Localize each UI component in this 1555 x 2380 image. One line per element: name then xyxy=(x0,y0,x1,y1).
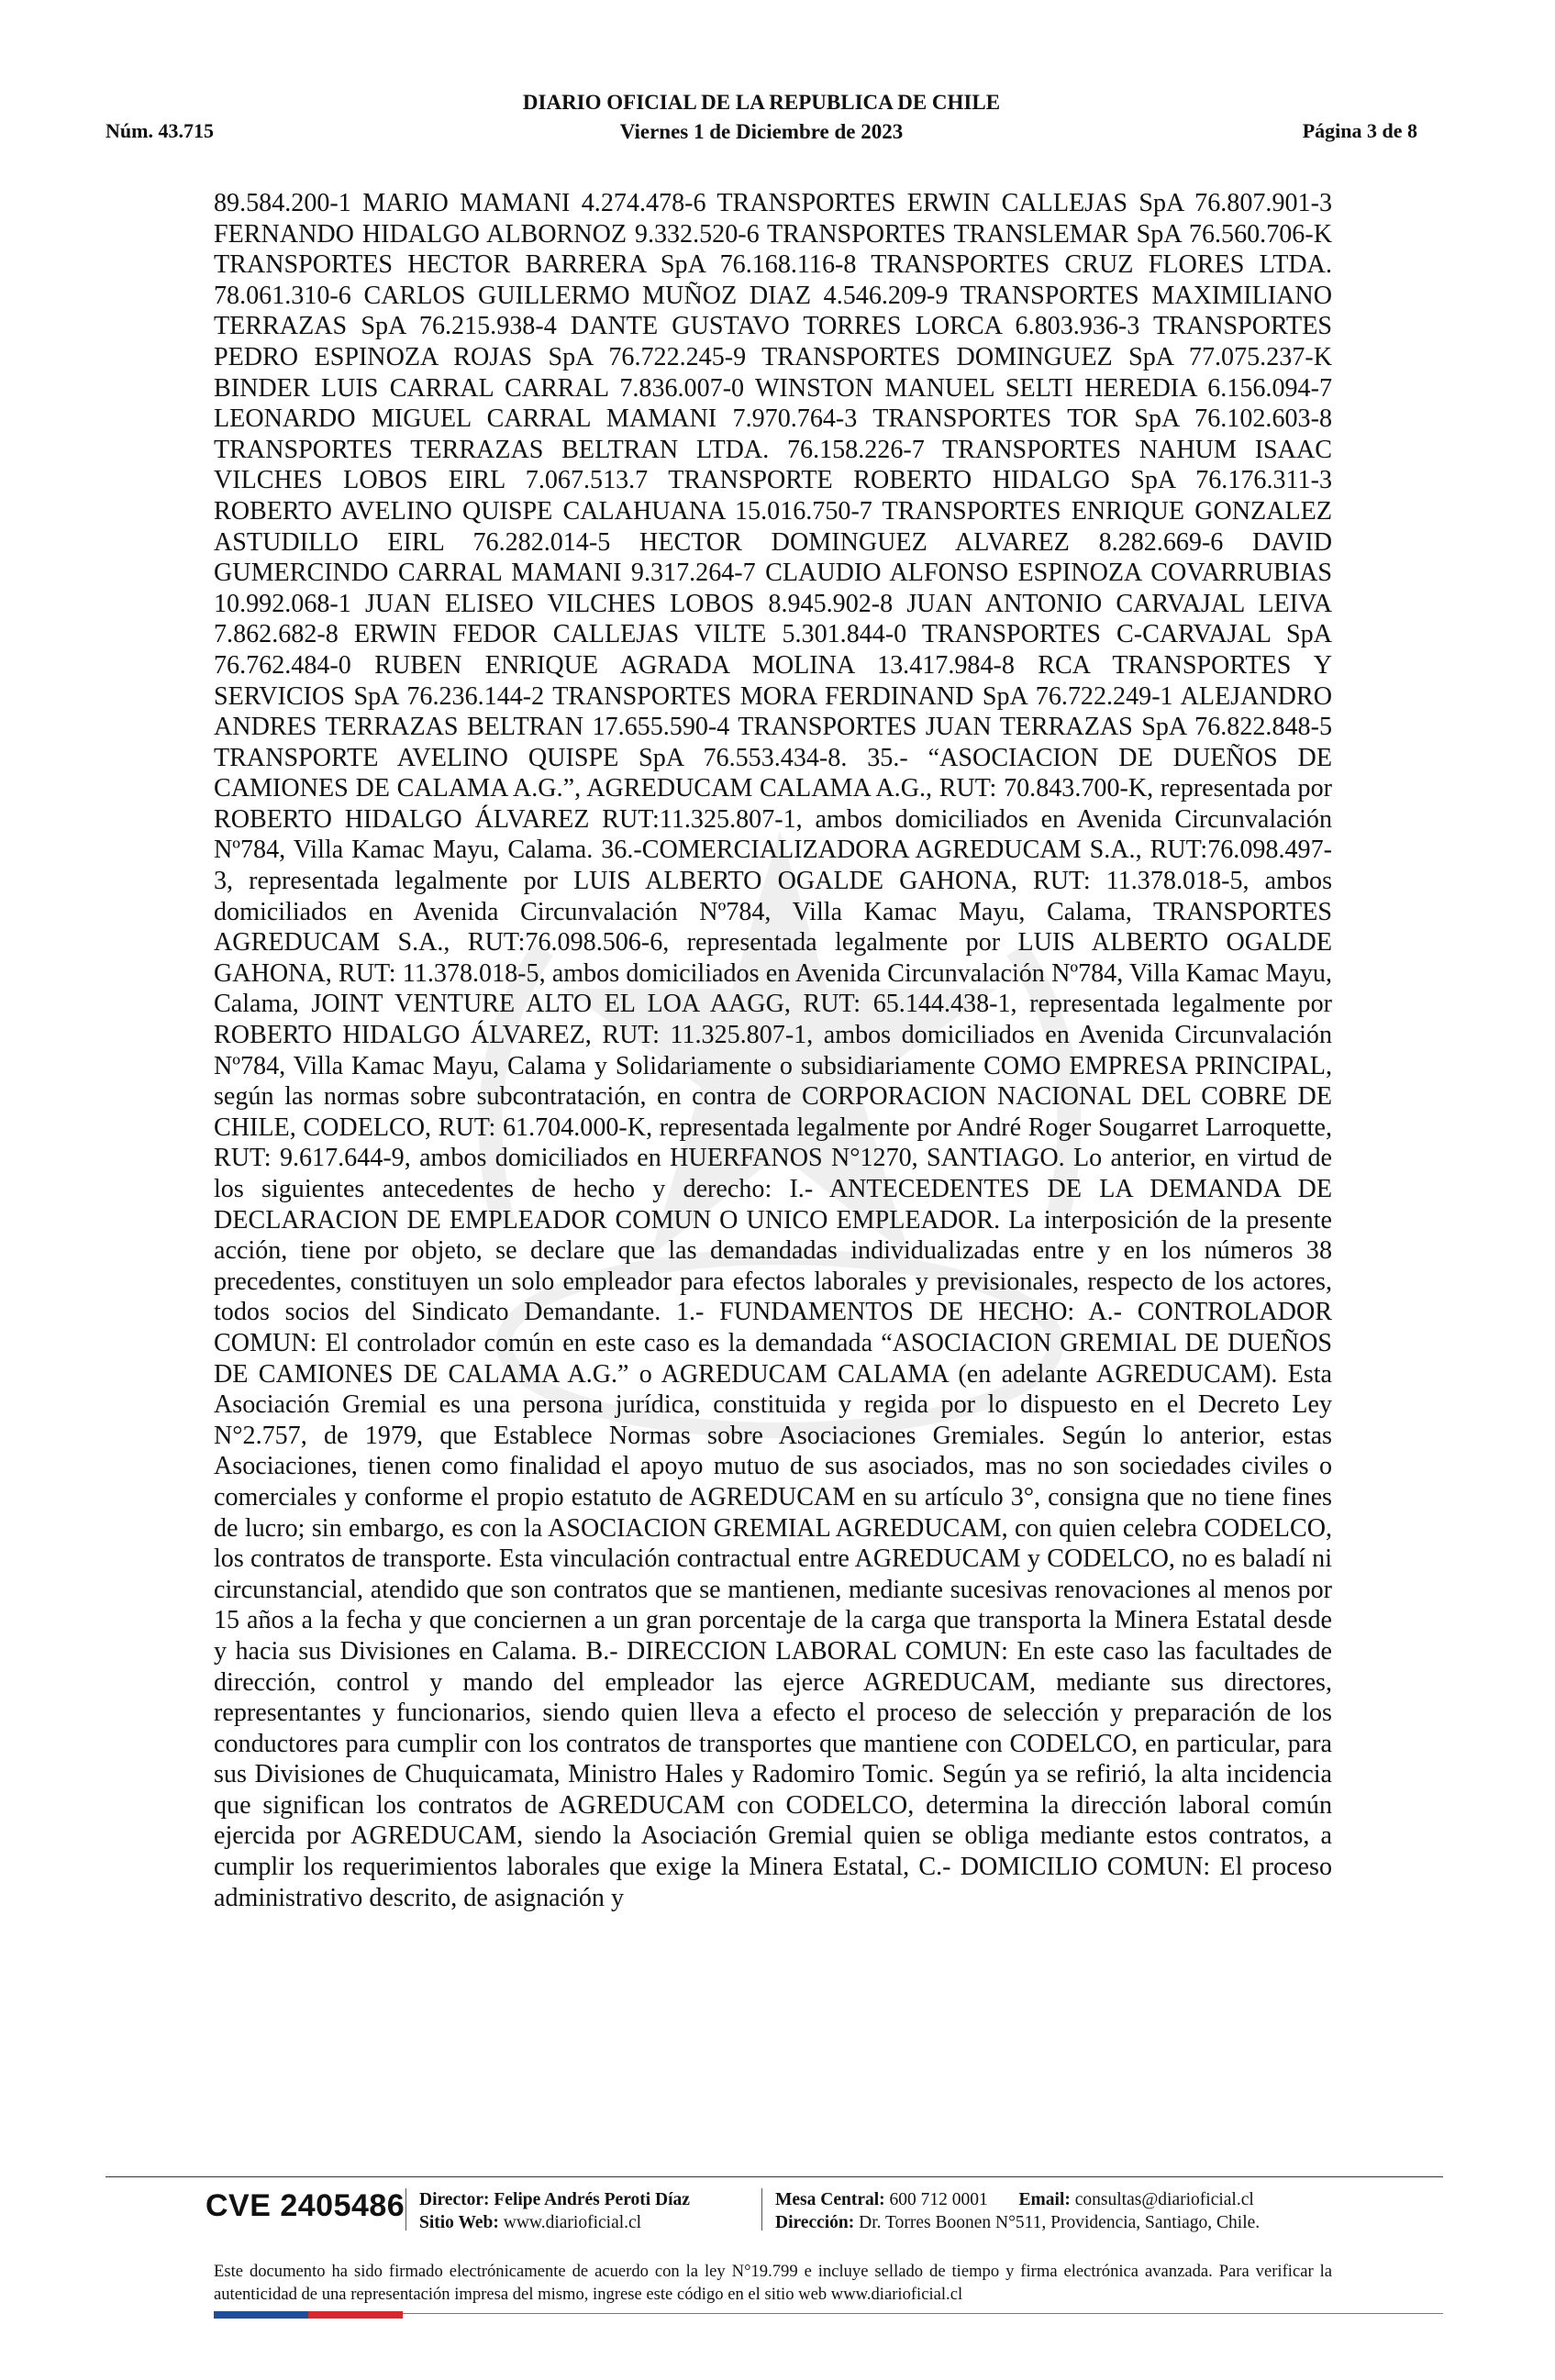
page-number: Página 3 de 8 xyxy=(1302,119,1417,142)
page-header xyxy=(106,88,1417,152)
publication-date: Viernes 1 de Diciembre de 2023 xyxy=(619,120,904,143)
address-line xyxy=(775,2211,1260,2234)
director-label: Director: xyxy=(419,2190,490,2209)
website-line xyxy=(419,2211,690,2234)
cve-code: CVE 2405486 xyxy=(205,2188,405,2223)
email-link[interactable]: consultas@diarioficial.cl xyxy=(1074,2190,1254,2209)
footer-separator xyxy=(405,2188,406,2231)
director-name: Felipe Andrés Peroti Díaz xyxy=(494,2190,690,2209)
footer-contact-block xyxy=(775,2188,1260,2234)
director-line xyxy=(419,2188,690,2211)
body-text: 89.584.200-1 MARIO MAMANI 4.274.478-6 TRANSPORTES ERWIN CALLEJAS SpA 76.807.901-3 FERNANDO HIDALGO ALBORNOZ 9.332.520-6 TRANSPORTES TRANSLEMAR SpA 76.560.706-K TRANSPORTES HECTOR BARRERA SpA 76.168.116-8 TRANSPORTES CRUZ FLORES LTDA. 78.061.310-6 CARLOS GUILLERMO MUÑOZ DIAZ 4.546.209-9 TRANSPORTES MAXIMILIANO TERRAZAS SpA 76.215.938-4 DANTE GUSTAVO TORRES LORCA 6.803.936-3 TRANSPORTES PEDRO ESPINOZA ROJAS SpA 76.722.245-9 TRANSPORTES DOMINGUEZ SpA 77.075.237-K BINDER LUIS CARRAL CARRAL 7.836.007-0 WINSTON MANUEL SELTI HEREDIA 6.156.094-7 LEONARDO MIGUEL CARRAL MAMANI 7.970.764-3 TRANSPORTES TOR SpA 76.102.603-8 TRANSPORTES TERRAZAS BELTRAN LTDA. 76.158.226-7 TRANSPORTES NAHUM ISAAC VILCHES LOBOS EIRL 7.067.513.7 TRANSPORTE ROBERTO HIDALGO SpA 76.176.311-3 ROBERTO AVELINO QUISPE CALAHUANA 15.016.750-7 TRANSPORTES ENRIQUE GONZALEZ ASTUDILLO EIRL 76.282.014-5 HECTOR DOMINGUEZ ALVAREZ 8.282.669-6 DAVID GUMERCINDO CARRAL MAMANI 9.317.264-7 CLAUDIO ALFONSO ESPINOZA COVARRUBIAS 10.992.068-1 JUAN ELISEO VILCHES LOBOS 8.945.902-8 JUAN ANTONIO CARVAJAL LEIVA 7.862.682-8 ERWIN FEDOR CALLEJAS VILTE 5.301.844-0 TRANSPORTES C-CARVAJAL SpA 76.762.484-0 RUBEN ENRIQUE AGRADA MOLINA 13.417.984-8 RCA TRANSPORTES Y SERVICIOS SpA 76.236.144-2 TRANSPORTES MORA FERDINAND SpA 76.722.249-1 ALEJANDRO ANDRES TERRAZAS BELTRAN 17.655.590-4 TRANSPORTES JUAN TERRAZAS SpA 76.822.848-5 TRANSPORTE AVELINO QUISPE SpA 76.553.434-8. 35.- “ASOCIACION DE DUEÑOS DE CAMIONES DE CALAMA A.G.”, AGREDUCAM CALAMA A.G., RUT: 70.843.700-K, representada por ROBERTO HIDALGO ÁLVAREZ RUT:11.325.807-1, ambos domiciliados en Avenida Circunvalación Nº784, Villa Kamac Mayu, Calama. 36.-COMERCIALIZADORA AGREDUCAM S.A., RUT:76.098.497-3, representada legalmente por LUIS ALBERTO OGALDE GAHONA, RUT: 11.378.018-5, ambos domiciliados en Avenida Circunvalación Nº784, Villa Kamac Mayu, Calama, TRANSPORTES AGREDUCAM S.A., RUT:76.098.506-6, representada legalmente por LUIS ALBERTO OGALDE GAHONA, RUT: 11.378.018-5, ambos domiciliados en Avenida Circunvalación Nº784, Villa Kamac Mayu, Calama, JOINT VENTURE ALTO EL LOA AAGG, RUT: 65.144.438-1, representada legalmente por ROBERTO HIDALGO ÁLVAREZ, RUT: 11.325.807-1, ambos domiciliados en Avenida Circunvalación Nº784, Villa Kamac Mayu, Calama y Solidariamente o subsidiariamente COMO EMPRESA PRINCIPAL, según las normas sobre subcontratación, en contra de CORPORACION NACIONAL DEL COBRE DE CHILE, CODELCO, RUT: 61.704.000-K, representada legalmente por André Roger Sougarret Larroquette, RUT: 9.617.644-9, ambos domiciliados en HUERFANOS N°1270, SANTIAGO. Lo anterior, en virtud de los siguientes antecedentes de hecho y derecho: I.- ANTECEDENTES DE LA DEMANDA DE DECLARACION DE EMPLEADOR COMUN O UNICO EMPLEADOR. La interposición de la presente acción, tiene por objeto, se declare que las demandadas individualizadas entre y en los números 38 precedentes, constituyen un solo empleador para efectos laborales y previsionales, respecto de los actores, todos socios del Sindicato Demandante. 1.- FUNDAMENTOS DE HECHO: A.- CONTROLADOR COMUN: El controlador común en este caso es la demandada “ASOCIACION GREMIAL DE DUEÑOS DE CAMIONES DE CALAMA A.G.” o AGREDUCAM CALAMA (en adelante AGREDUCAM). Esta Asociación Gremial es una persona jurídica, constituida y regida por lo dispuesto en el Decreto Ley N°2.757, de 1979, que Establece Normas sobre Asociaciones Gremiales. Según lo anterior, estas Asociaciones, tienen como finalidad el apoyo mutuo de sus asociados, mas no son sociedades civiles o comerciales y conforme el propio estatuto de AGREDUCAM en su artículo 3°, consigna que no tiene fines de lucro; sin embargo, es con la ASOCIACION GREMIAL AGREDUCAM, con quien celebra CODELCO, los contratos de transporte. Esta vinculación contractual entre AGREDUCAM y CODELCO, no es baladí ni circunstancial, atendido que son contratos que se mantienen, mediante sucesivas renovaciones al menos por 15 años a la fecha y que conciernen a un gran porcentaje de la carga que transporta la Minera Estatal desde y hacia sus Divisiones en Calama. B.- DIRECCION LABORAL COMUN: En este caso las facultades de dirección, control y mando del empleador las ejerce AGREDUCAM, mediante sus directores, representantes y funcionarios, siendo quien lleva a efecto el proceso de selección y preparación de los conductores para cumplir con los contratos de transportes que mantiene con CODELCO, en particular, para sus Divisiones de Chuquicamata, Ministro Hales y Radomiro Tomic. Según ya se refirió, la alta incidencia que significan los contratos de AGREDUCAM con CODELCO, determina la dirección laboral común ejercida por AGREDUCAM, siendo la Asociación Gremial quien se obliga mediante estos contratos, a cumplir los requerimientos laborales que exige la Minera Estatal, C.- DOMICILIO COMUN: El proceso administrativo descrito, de asignación y xyxy=(214,189,1332,1912)
address-label: Dirección: xyxy=(775,2213,855,2232)
footer-divider xyxy=(106,2176,1443,2177)
email-label: Email: xyxy=(1018,2190,1071,2209)
flag-blue-segment xyxy=(214,2311,308,2319)
flag-red-segment xyxy=(308,2311,403,2319)
publication-title: DIARIO OFICIAL DE LA REPUBLICA DE CHILE xyxy=(522,91,1001,114)
footer-director-block xyxy=(419,2188,690,2234)
header-center xyxy=(106,88,1417,147)
contact-line xyxy=(775,2188,1260,2211)
legal-notice: Este documento ha sido firmado electrónicamente de acuerdo con la ley N°19.799 e incluye sellado de tiempo y firma electrónica avanzada. Para verificar la autenticidad de una representación impresa del mismo, ingrese este código en el sitio web www.diarioficial.cl xyxy=(214,2262,1332,2304)
issue-number: Núm. 43.715 xyxy=(106,119,214,142)
footer-separator xyxy=(761,2188,762,2231)
phone-label: Mesa Central: xyxy=(775,2190,885,2209)
phone-number: 600 712 0001 xyxy=(889,2190,988,2209)
address-text: Dr. Torres Boonen N°511, Providencia, Santiago, Chile. xyxy=(859,2213,1261,2232)
flag-stripe xyxy=(214,2311,403,2319)
website-link[interactable]: www.diarioficial.cl xyxy=(503,2213,642,2232)
website-label: Sitio Web: xyxy=(419,2213,499,2232)
